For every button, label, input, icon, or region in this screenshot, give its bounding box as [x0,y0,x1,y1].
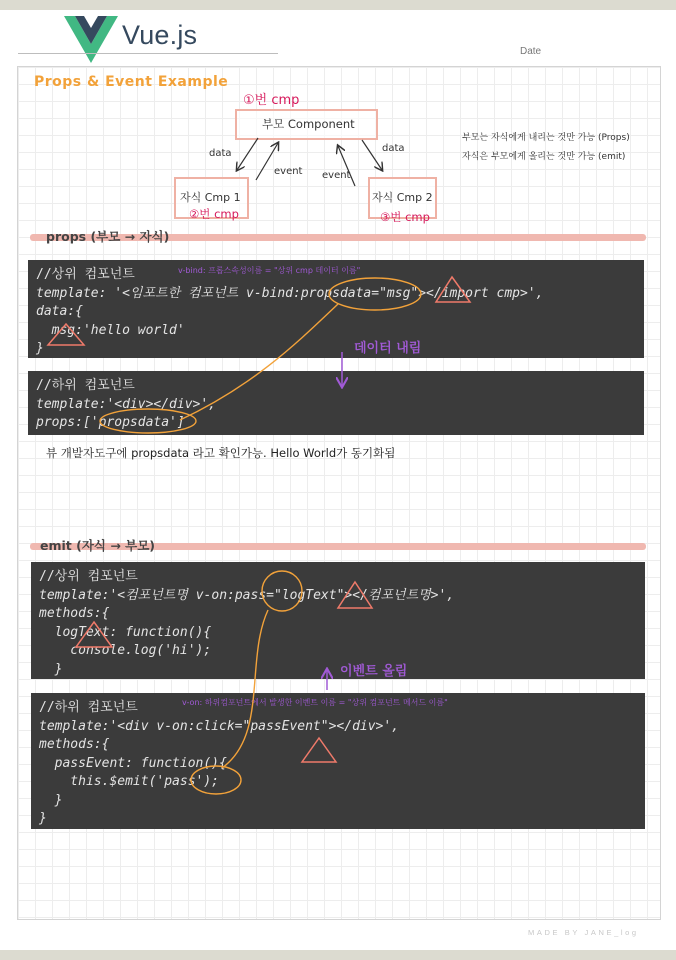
code-line: methods:{ [39,737,110,752]
bottom-bar [0,950,676,960]
props-heading: props (부모 → 자식) [46,229,170,244]
page-title: Props & Event Example [34,74,229,90]
arrow-data-left [237,138,258,170]
code-line: template:'<div></div>', [36,396,217,412]
propsdata-circle [329,278,421,310]
child2-label: 자식 Cmp 2 [372,191,433,204]
code-line: } [39,811,47,826]
code-line: logText: function(){ [39,624,212,640]
arrow-event-right-label: event [322,170,351,181]
arrow-event-left-label: event [274,166,303,177]
code-line: msg:'hello world' [36,322,185,338]
pass-circle [262,571,302,611]
code-line: } [36,341,44,356]
method-triangle [76,622,112,647]
data-triangle [48,324,84,345]
footer-credit: MADE BY JANE_log [528,928,639,937]
code-line: template:'<컴포넌트명 v-on:pass="logText"></컴포넌트명>', [39,587,455,603]
emit-connector-line [222,610,268,768]
arrow-event-left [256,143,278,180]
code-comment: //하위 컴포넌트 [39,700,138,715]
child1-label: 자식 Cmp 1 [180,191,241,204]
code-line: } [39,792,63,808]
code-line: template: '<임포트한 컴포넌트 v-bind:propsdata="msg"></import cmp>', [36,285,544,301]
event-up-note: 이벤트 올림 [340,664,408,679]
child2-tag: ③번 cmp [380,210,430,224]
code-comment: //하위 컴포넌트 [36,378,135,393]
arrow-data-left-label: data [209,148,232,159]
logtext-triangle [338,582,372,608]
v-on-annotation: v-on: 하위컴포넌트에서 발생한 이벤트 이름 = "상위 컴포넌트 메서드 이름" [182,698,448,707]
props-array-circle [100,409,196,433]
parent-tag: ①번 cmp [243,93,300,108]
child1-tag: ②번 cmp [189,207,239,221]
v-bind-annotation: v-bind: 프롭스속성이름 = "상위 cmp 데이터 이름" [178,266,361,275]
emit-pass-circle [191,766,241,794]
emit-heading: emit (자식 → 부모) [40,538,156,553]
diagram-note-line1: 부모는 자식에게 내리는 것만 가능 (Props) [462,133,630,143]
props-note: 뷰 개발자도구에 propsdata 라고 확인가능. Hello World가 동기화됨 [46,446,396,460]
data-down-note: 데이터 내림 [354,341,422,356]
code-comment: //상위 컴포넌트 [39,569,138,584]
parent-component-label: 부모 Component [262,117,355,131]
code-line: data:{ [36,304,83,319]
code-line: this.$emit('pass'); [39,774,220,789]
arrow-event-right [338,146,355,186]
msg-triangle [436,277,470,302]
code-line: console.log('hi'); [39,643,212,658]
code-line: props:['propsdata'] [36,415,185,430]
code-line: } [39,661,63,677]
code-line: passEvent: function(){ [39,755,227,771]
code-comment: //상위 컴포넌트 [36,267,135,282]
logo-text: Vue.js [122,20,198,50]
arrow-data-right-label: data [382,143,405,154]
code-line: methods:{ [39,606,110,621]
diagram-note-line2: 자식은 부모에게 올리는 것만 가능 (emit) [462,152,626,162]
props-connector-line [180,304,338,420]
date-label: Date [520,46,542,57]
code-line: template:'<div v-on:click="passEvent"></div>', [39,718,400,734]
passevent-triangle [302,738,336,762]
arrow-data-right [362,140,382,170]
